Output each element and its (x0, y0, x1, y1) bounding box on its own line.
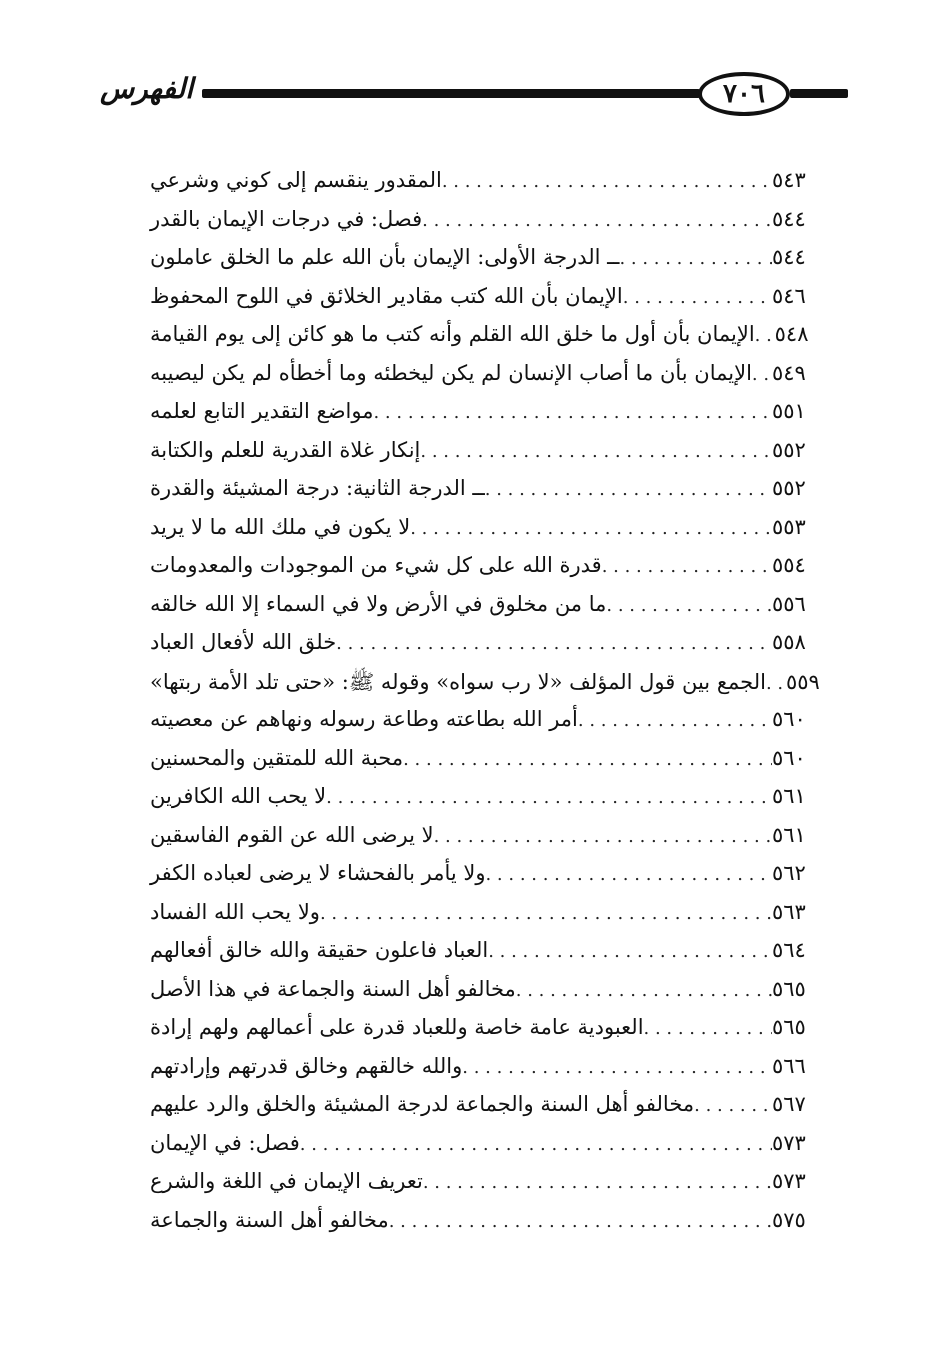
toc-entry-title: العباد فاعلون حقيقة والله خالق أفعالهم (150, 938, 489, 962)
dot-leader (389, 1211, 772, 1232)
toc-entry-title: مخالفو أهل السنة والجماعة (150, 1207, 389, 1232)
toc-entry-title: ولا يأمر بالفحشاء لا يرضى لعباده الكفر (150, 861, 486, 885)
toc-entry-page: ٥٦٢ (772, 861, 806, 885)
toc-entry-title: فصل: في درجات الإيمان بالقدر (150, 206, 423, 231)
toc-entry-page: ٥٤٤ (772, 206, 806, 231)
toc-entry (140, 1208, 848, 1247)
toc-entry (140, 245, 848, 284)
toc-entry-page: ٥٥٣ (772, 514, 806, 539)
toc-entry (140, 900, 848, 939)
dot-leader (602, 556, 772, 577)
toc-entry-title: العبودية عامة خاصة وللعباد قدرة على أعمالهم ولهم إرادة (150, 1015, 644, 1039)
toc-entry-title: محبة الله للمتقين والمحسنين (150, 745, 404, 770)
toc-entry-title: ما من مخلوق في الأرض ولا في السماء إلا الله خالقه (150, 591, 607, 616)
toc-entry-title: إنكار غلاة القدرية للعلم والكتابة (150, 437, 421, 462)
toc-entry-page: ٥٥٩ (785, 669, 820, 694)
toc-entry-page: ٥٦٧ (772, 1092, 806, 1116)
toc-entry (140, 823, 848, 862)
dot-leader (485, 479, 772, 500)
page-number: ٧٠٦ (723, 79, 765, 109)
toc-entry-page: ٥٥٢ (772, 476, 806, 500)
toc-entry (140, 553, 848, 592)
toc-entry (140, 1169, 848, 1208)
page-header (100, 62, 848, 132)
header-rule (202, 89, 700, 98)
dot-leader (422, 210, 772, 231)
dot-leader (300, 1134, 772, 1155)
toc-entry-title: ــ الدرجة الأولى: الإيمان بأن الله علم ما الخلق عاملون (150, 245, 620, 269)
dot-leader (606, 595, 772, 616)
toc-entry (140, 284, 848, 323)
dot-leader (326, 787, 772, 808)
toc-entry (140, 438, 848, 477)
toc-entry-page: ٥٦٣ (772, 899, 806, 924)
dot-leader (423, 1172, 772, 1193)
toc-entry-title: والله خالقهم وخالق قدرتهم وإرادتهم (150, 1053, 463, 1078)
toc-entry-page: ٥٥٨ (772, 630, 806, 654)
toc-entry (140, 746, 848, 785)
toc-entry (140, 1015, 848, 1054)
toc-entry-title: مخالفو أهل السنة والجماعة في هذا الأصل (150, 976, 516, 1001)
toc-entry (140, 1092, 848, 1131)
dot-leader (336, 633, 772, 654)
dot-leader (694, 1095, 772, 1116)
toc-entry-title: لا يحب الله الكافرين (150, 784, 327, 808)
toc-entry-title: الإيمان بأن ما أصاب الإنسان لم يكن ليخطئه وما أخطأه لم يكن ليصيبه (150, 360, 752, 385)
toc-entry-title: فصل: في الإيمان (150, 1130, 300, 1155)
toc-entry-page: ٥٤٨ (774, 322, 809, 346)
toc-entry-page: ٥٤٣ (772, 168, 806, 192)
toc-entry-title: خلق الله لأفعال العباد (150, 630, 337, 654)
toc-entry-page: ٥٦٥ (772, 1015, 806, 1039)
toc-entry (140, 476, 848, 515)
toc-entry-title: أمر الله بطاعته وطاعة رسوله ونهاهم عن معصيته (150, 707, 578, 731)
toc-entry (140, 1131, 848, 1170)
toc-entry-page: ٥٦٠ (772, 745, 806, 770)
toc-entry (140, 707, 848, 746)
dot-leader (434, 826, 772, 847)
dot-leader (420, 441, 772, 462)
toc-entry-title: لا يرضى الله عن القوم الفاسقين (150, 822, 434, 847)
toc-entry (140, 784, 848, 823)
toc-entry-page: ٥٤٤ (772, 245, 806, 269)
toc-entry-title: تعريف الإيمان في اللغة والشرع (150, 1169, 423, 1193)
toc-entry-page: ٥٥١ (772, 399, 806, 423)
dot-leader (442, 171, 772, 192)
toc-entry-page: ٥٤٦ (772, 283, 806, 308)
toc-entry-page: ٥٤٩ (772, 360, 806, 385)
toc-entry-page: ٥٧٣ (772, 1130, 806, 1155)
dot-leader (320, 903, 772, 924)
dot-leader (485, 864, 772, 885)
dot-leader (578, 710, 772, 731)
dot-leader (488, 941, 772, 962)
dot-leader (373, 402, 772, 423)
toc-entry-title: مخالفو أهل السنة والجماعة لدرجة المشيئة والخلق والرد عليهم (150, 1092, 695, 1116)
toc-entry-page: ٥٦١ (772, 784, 806, 808)
toc-entry (140, 630, 848, 669)
dot-leader (752, 364, 772, 385)
toc-entry-title: مواضع التقدير التابع لعلمه (150, 399, 374, 423)
toc-entry-page: ٥٦٦ (772, 1053, 806, 1078)
page-number-badge (698, 72, 790, 116)
dot-leader (644, 1018, 772, 1039)
dot-leader (410, 518, 772, 539)
toc-entry-title: ــ الدرجة الثانية: درجة المشيئة والقدرة (150, 476, 485, 500)
toc-entry-title: الإيمان بأن أول ما خلق الله القلم وأنه كتب ما هو كائن إلى يوم القيامة (150, 322, 755, 346)
toc-entry (140, 515, 848, 554)
toc-entry-page: ٥٦١ (772, 822, 806, 847)
table-of-contents (140, 168, 848, 1246)
toc-entry-page: ٥٥٦ (772, 591, 806, 616)
toc-entry (140, 938, 848, 977)
toc-entry-title: الجمع بين قول المؤلف «لا رب سواه» وقوله ﷺ: «حتى تلد الأمة ربتها» (150, 669, 766, 694)
dot-leader (619, 248, 772, 269)
dot-leader (623, 287, 772, 308)
toc-entry-page: ٥٦٥ (772, 976, 806, 1001)
toc-entry-page: ٥٦٠ (772, 707, 806, 731)
toc-entry (140, 399, 848, 438)
toc-entry-title: المقدور ينقسم إلى كوني وشرعي (150, 168, 442, 192)
toc-entry (140, 168, 848, 207)
dot-leader (516, 980, 772, 1001)
toc-entry-page: ٥٦٤ (772, 938, 806, 962)
toc-entry-title: الإيمان بأن الله كتب مقادير الخلائق في اللوح المحفوظ (150, 283, 623, 308)
toc-entry (140, 669, 848, 708)
toc-entry-page: ٥٥٤ (772, 553, 806, 577)
toc-entry (140, 977, 848, 1016)
header-rule-end (790, 89, 848, 98)
dot-leader (766, 673, 786, 694)
dot-leader (403, 749, 772, 770)
dot-leader (462, 1057, 772, 1078)
section-title: الفهرس (100, 72, 194, 105)
toc-entry (140, 592, 848, 631)
toc-entry (140, 322, 848, 361)
toc-entry-page: ٥٥٢ (772, 437, 806, 462)
toc-entry (140, 1054, 848, 1093)
toc-entry-page: ٥٧٥ (772, 1207, 806, 1232)
toc-entry-title: ولا يحب الله الفساد (150, 899, 320, 924)
toc-entry-title: قدرة الله على كل شيء من الموجودات والمعدومات (150, 553, 602, 577)
dot-leader (755, 325, 775, 346)
toc-entry-title: لا يكون في ملك الله ما لا يريد (150, 514, 411, 539)
toc-entry-page: ٥٧٣ (772, 1169, 806, 1193)
toc-entry (140, 361, 848, 400)
toc-entry (140, 861, 848, 900)
toc-entry (140, 207, 848, 246)
